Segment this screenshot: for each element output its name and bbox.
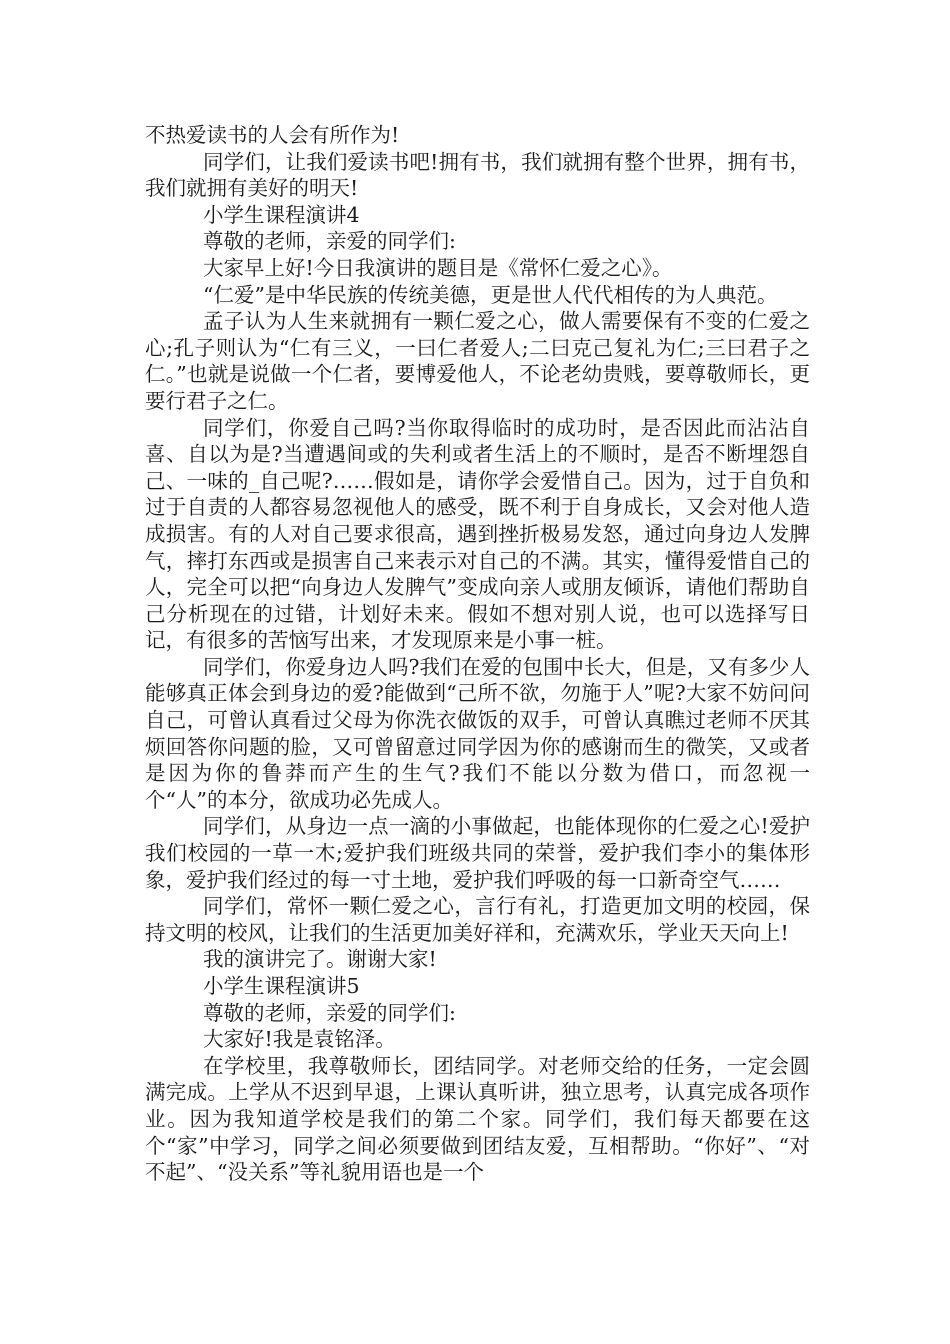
paragraph: 同学们，你爱身边人吗?我们在爱的包围中长大，但是，又有多少人能够真正体会到身边的爱?能做到“己所不欲，勿施于人”呢?大家不妨问问自己，可曾认真看过父母为你洗衣做饭的双手，可曾认真瞧过老师不厌其烦回答你问题的脸，又可曾留意过同学因为你的感谢而生的微笑，又或者是因为你的鲁莽而产生的生气?我们不能以分数为借口，而忽视一个“人”的本分，欲成功必先成人。 — [145, 654, 810, 812]
paragraph: 同学们，让我们爱读书吧!拥有书，我们就拥有整个世界，拥有书，我们就拥有美好的明天! — [145, 149, 810, 201]
paragraph: 我的演讲完了。谢谢大家! — [203, 947, 437, 972]
paragraph: 同学们，从身边一点一滴的小事做起，也能体现你的仁爱之心!爱护我们校园的一草一木;爱护我们班级共同的荣誉，爱护我们李小的集体形象，爱护我们经过的每一寸土地，爱护我们呼吸的每一口新奇空气…… — [145, 814, 810, 892]
paragraph: 同学们，常怀一颗仁爱之心，言行有礼，打造更加文明的校园，保持文明的校风，让我们的生活更加美好祥和，充满欢乐，学业天天向上! — [145, 894, 810, 945]
paragraph: 大家好!我是袁铭泽。 — [203, 1027, 396, 1052]
section-heading: 小学生课程演讲4 — [203, 202, 360, 227]
section-heading: 小学生课程演讲5 — [203, 974, 360, 998]
paragraph: 在学校里，我尊敬师长，团结同学。对老师交给的任务，一定会圆满完成。上学从不迟到早退，上课认真听讲，独立思考，认真完成各项作业。因为我知道学校是我们的第二个家。同学们，我们每天都要在这个“家”中学习，同学之间必须要做到团结友爱，互相帮助。“你好”、“对不起”、“没关系”等礼貌用语也是一个 — [145, 1053, 810, 1185]
paragraph: 同学们，你爱自己吗?当你取得临时的成功时，是否因此而沾沾自喜、自以为是?当遭遇间或的失利或者生活上的不顺时，是否不断埋怨自己、一味的_自己呢?……假如是，请你学会爱惜自己。因为，过于自负和过于自责的人都容易忽视他人的感受，既不利于自身成长，又会对他人造成损害。有的人对自己要求很高，遇到挫折极易发怒，通过向身边人发脾气，摔打东西或是损害自己来表示对自己的不满。其实，懂得爱惜自己的人，完全可以把“向身边人发脾气”变成向亲人或朋友倾诉，请他们帮助自己分析现在的过错，计划好未来。假如不想对别人说，也可以选择写日记，有很多的苦恼写出来，才发现原来是小事一桩。 — [145, 415, 810, 653]
document-page — [145, 122, 810, 1186]
paragraph: 大家早上好!今日我演讲的题目是《常怀仁爱之心》。 — [203, 255, 673, 280]
paragraph: “仁爱”是中华民族的传统美德，更是世人代代相传的为人典范。 — [203, 282, 778, 307]
greeting: 尊敬的老师，亲爱的同学们: — [203, 1000, 456, 1025]
paragraph: 孟子认为人生来就拥有一颗仁爱之心，做人需要保有不变的仁爱之心;孔子则认为“仁有三义，一曰仁者爱人;二曰克己复礼为仁;三曰君子之仁。”也就是说做一个仁者，要博爱他人，不论老幼贵贱，要尊敬师长，更要行君子之仁。 — [145, 309, 810, 413]
greeting: 尊敬的老师，亲爱的同学们: — [203, 229, 456, 254]
paragraph: 不热爱读书的人会有所作为! — [145, 123, 400, 147]
